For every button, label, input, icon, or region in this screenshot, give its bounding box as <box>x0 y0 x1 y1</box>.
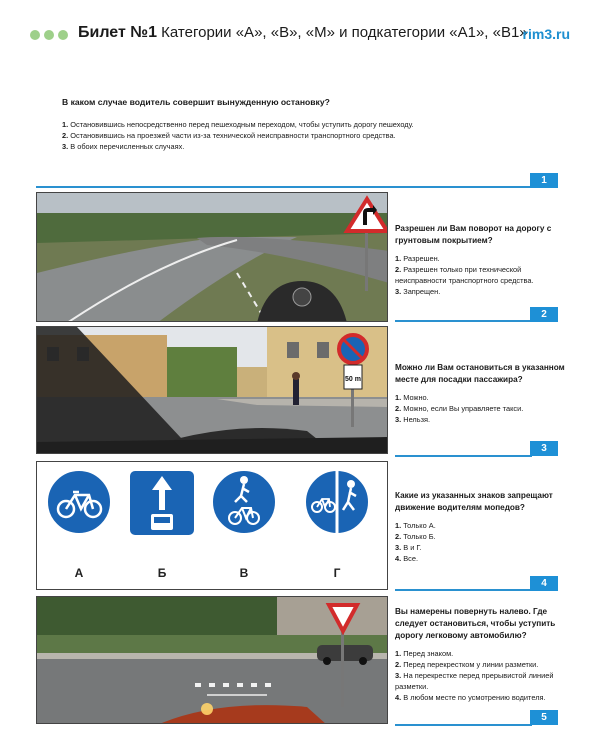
answer-option[interactable]: 2. Остановившись на проезжей части из-за технической неисправности транспортного средства. <box>62 131 396 140</box>
question-5-image <box>36 596 388 724</box>
question-number-badge: 1 <box>530 173 558 188</box>
answer-option[interactable]: 1. Перед знаком. <box>395 649 454 658</box>
question-3-image <box>36 326 388 454</box>
question-1 <box>62 97 532 152</box>
question-1-text: В каком случае водитель совершит вынужденную остановку? <box>62 97 330 107</box>
answer-option[interactable]: 2. Только Б. <box>395 532 436 541</box>
ticket-categories: Категории «А», «В», «М» и подкатегории «А1», «В1» <box>161 24 528 41</box>
answer-option[interactable]: 2. Разрешен только при технической неисправности транспортного средства. <box>395 265 534 285</box>
answer-option[interactable]: 4. Все. <box>395 554 419 563</box>
sign-label-a: А <box>74 566 84 580</box>
question-3 <box>395 362 565 425</box>
question-number-badge: 3 <box>530 441 558 456</box>
divider <box>395 320 532 322</box>
question-5 <box>395 606 565 703</box>
bicycle-path-sign-icon <box>47 470 111 534</box>
page-header <box>0 0 600 70</box>
road-scene-3 <box>37 327 388 454</box>
answer-option[interactable]: 3. В и Г. <box>395 543 422 552</box>
header-dots <box>30 30 68 40</box>
question-5-text: Вы намерены повернуть налево. Где следует остановиться, чтобы уступить дорогу легковому автомобилю? <box>395 607 556 640</box>
site-link[interactable]: rim3.ru <box>522 26 570 42</box>
signs-panel <box>37 462 388 590</box>
question-4 <box>395 490 565 564</box>
road-scene-5 <box>37 597 388 724</box>
dot-icon <box>30 30 40 40</box>
page-title <box>78 24 528 42</box>
answer-option[interactable]: 3. В обоих перечисленных случаях. <box>62 142 185 151</box>
sign-label-g: Г <box>333 566 341 580</box>
answer-option[interactable]: 1. Можно. <box>395 393 429 402</box>
pedestrian-bicycle-sign-icon <box>212 470 276 534</box>
divider <box>36 186 532 188</box>
answer-option[interactable]: 1. Остановившись непосредственно перед пешеходным переходом, чтобы уступить дорогу пешеходу. <box>62 120 414 129</box>
question-3-text: Можно ли Вам остановиться в указанном месте для посадки пассажира? <box>395 363 565 384</box>
answer-list <box>395 520 565 564</box>
answer-list <box>395 392 565 425</box>
answer-list <box>62 119 532 152</box>
question-4-image <box>36 461 388 590</box>
question-2-image <box>36 192 388 322</box>
divider <box>395 724 532 726</box>
answer-option[interactable]: 1. Разрешен. <box>395 254 440 263</box>
answer-option[interactable]: 3. Нельзя. <box>395 415 431 424</box>
question-number-badge: 4 <box>530 576 558 591</box>
answer-list <box>395 253 565 297</box>
ticket-number: Билет №1 <box>78 24 157 41</box>
road-scene-2 <box>37 193 388 322</box>
question-2-text: Разрешен ли Вам поворот на дорогу с грунтовым покрытием? <box>395 224 552 245</box>
bus-lane-sign-icon <box>129 470 195 536</box>
sign-label-b: Б <box>157 566 167 580</box>
sign-label-v: В <box>239 566 249 580</box>
dot-icon <box>58 30 68 40</box>
answer-option[interactable]: 2. Перед перекрестком у линии разметки. <box>395 660 539 669</box>
divider <box>395 589 532 591</box>
answer-option[interactable]: 2. Можно, если Вы управляете такси. <box>395 404 524 413</box>
answer-option[interactable]: 1. Только А. <box>395 521 436 530</box>
answer-option[interactable]: 4. В любом месте по усмотрению водителя. <box>395 693 546 702</box>
question-number-badge: 2 <box>530 307 558 322</box>
divider <box>395 455 532 457</box>
question-2 <box>395 223 565 297</box>
question-4-text: Какие из указанных знаков запрещают движение водителям мопедов? <box>395 491 553 512</box>
answer-option[interactable]: 3. На перекрестке перед прерывистой линией разметки. <box>395 671 554 691</box>
dot-icon <box>44 30 54 40</box>
answer-list <box>395 648 565 703</box>
question-number-badge: 5 <box>530 710 558 725</box>
split-path-sign-icon <box>305 470 369 534</box>
answer-option[interactable]: 3. Запрещен. <box>395 287 441 296</box>
plate-text: 50 m <box>345 376 361 383</box>
